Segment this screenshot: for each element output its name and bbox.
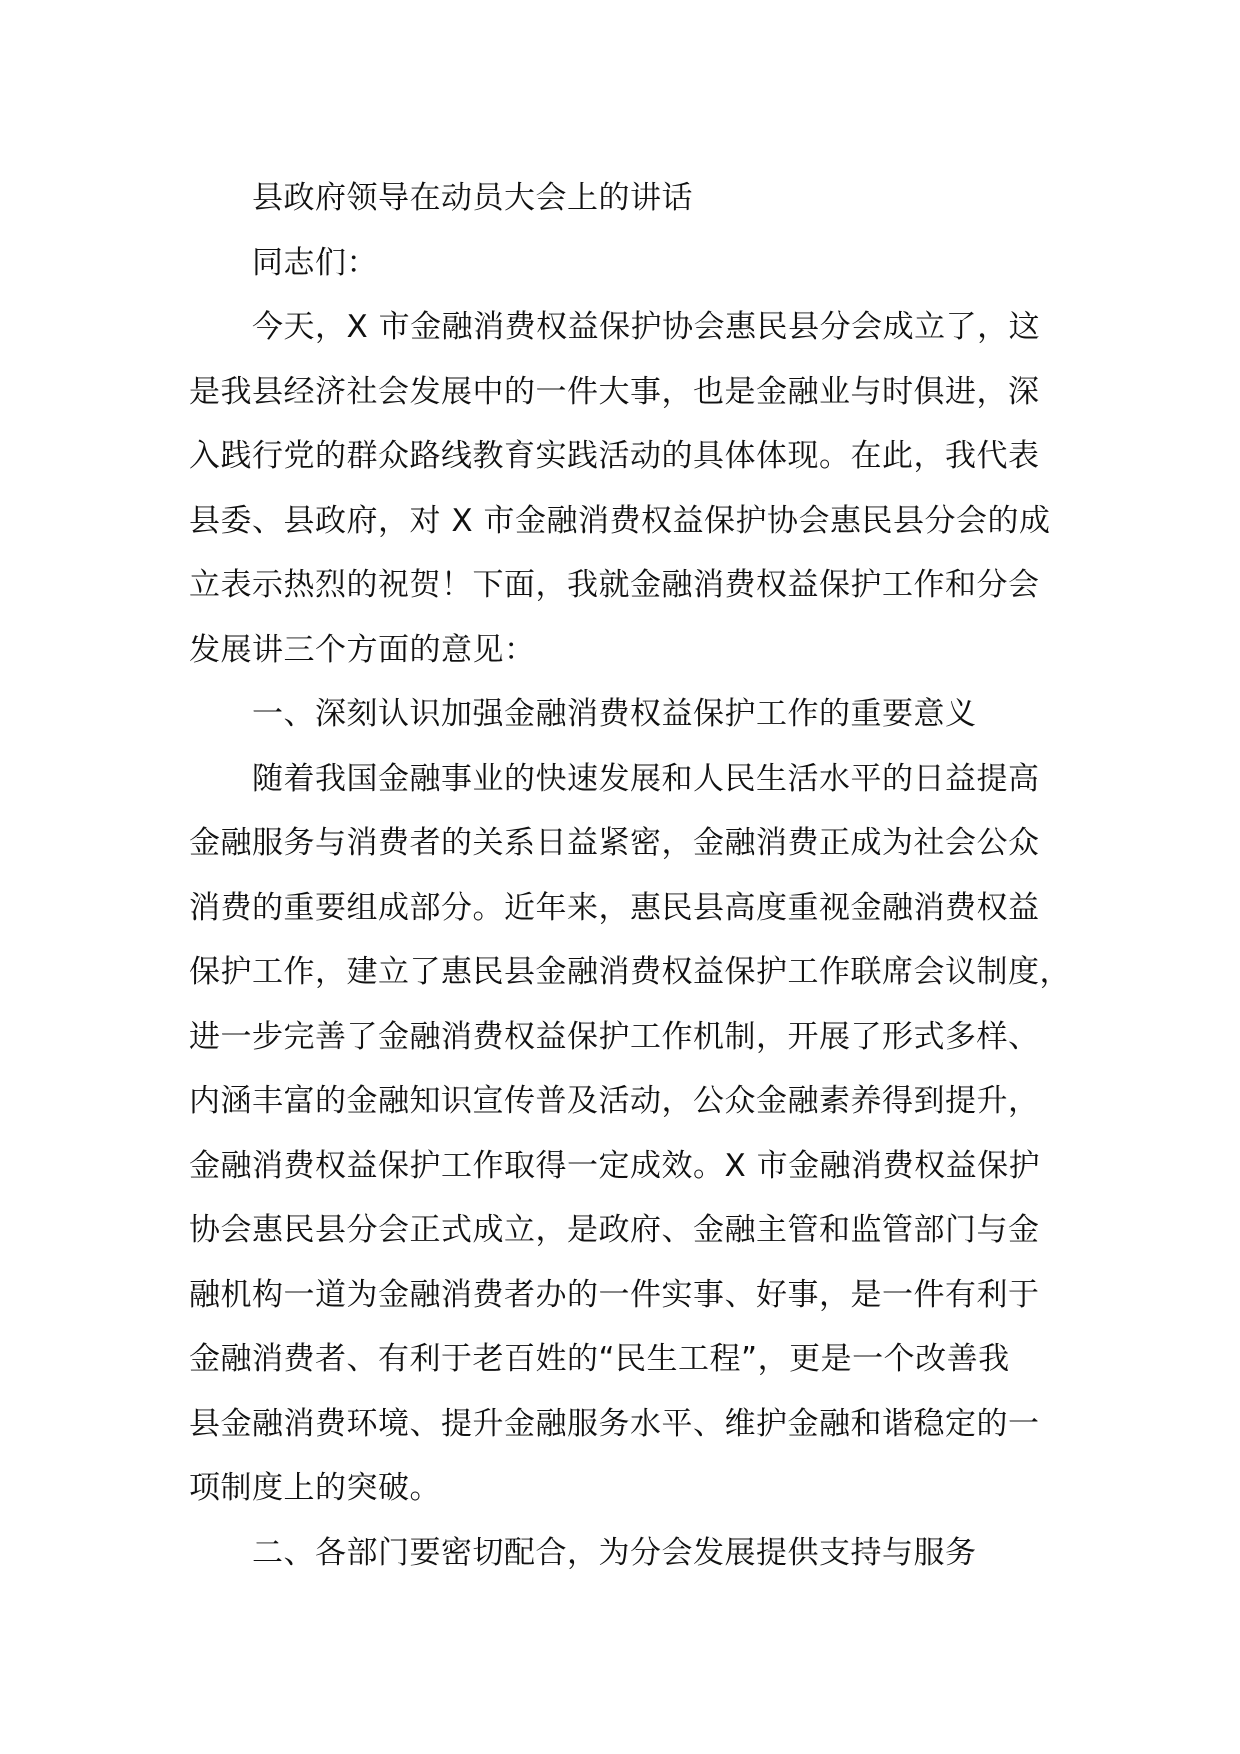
paragraph-line: 县委、县政府，对 X 市金融消费权益保护协会惠民县分会的成: [189, 503, 1051, 539]
paragraph-line: 金融消费权益保护工作取得一定成效。X 市金融消费权益保护: [189, 1148, 1041, 1184]
paragraph-line: 协会惠民县分会正式成立，是政府、金融主管和监管部门与金: [189, 1212, 1040, 1248]
paragraph-line: 立表示热烈的祝贺！下面，我就金融消费权益保护工作和分会: [189, 567, 1040, 603]
paragraph-line: 消费的重要组成部分。近年来，惠民县高度重视金融消费权益: [189, 890, 1040, 926]
paragraph-line: 发展讲三个方面的意见：: [189, 632, 536, 668]
paragraph-line: 是我县经济社会发展中的一件大事，也是金融业与时俱进，深: [189, 374, 1040, 410]
paragraph-line: 金融消费者、有利于老百姓的“民生工程”，更是一个改善我: [189, 1341, 1010, 1377]
paragraph-line: 今天，X 市金融消费权益保护协会惠民县分会成立了，这: [252, 309, 1041, 345]
paragraph-line: 融机构一道为金融消费者办的一件实事、好事，是一件有利于: [189, 1277, 1040, 1313]
paragraph-line: 县金融消费环境、提升金融服务水平、维护金融和谐稳定的一: [189, 1406, 1040, 1442]
section-heading: 一、深刻认识加强金融消费权益保护工作的重要意义: [252, 696, 977, 732]
paragraph-line: 内涵丰富的金融知识宣传普及活动，公众金融素养得到提升，: [189, 1083, 1040, 1119]
paragraph-line: 随着我国金融事业的快速发展和人民生活水平的日益提高: [252, 761, 1040, 797]
section-heading: 二、各部门要密切配合，为分会发展提供支持与服务: [252, 1535, 977, 1571]
paragraph-line: 保护工作，建立了惠民县金融消费权益保护工作联席会议制度，: [189, 954, 1071, 990]
paragraph-line: 项制度上的突破。: [189, 1470, 441, 1506]
paragraph-line: 金融服务与消费者的关系日益紧密，金融消费正成为社会公众: [189, 825, 1040, 861]
paragraph-line: 入践行党的群众路线教育实践活动的具体体现。在此，我代表: [189, 438, 1040, 474]
document-title: 县政府领导在动员大会上的讲话: [252, 180, 693, 216]
salutation: 同志们：: [252, 245, 378, 281]
paragraph-line: 进一步完善了金融消费权益保护工作机制，开展了形式多样、: [189, 1019, 1040, 1055]
